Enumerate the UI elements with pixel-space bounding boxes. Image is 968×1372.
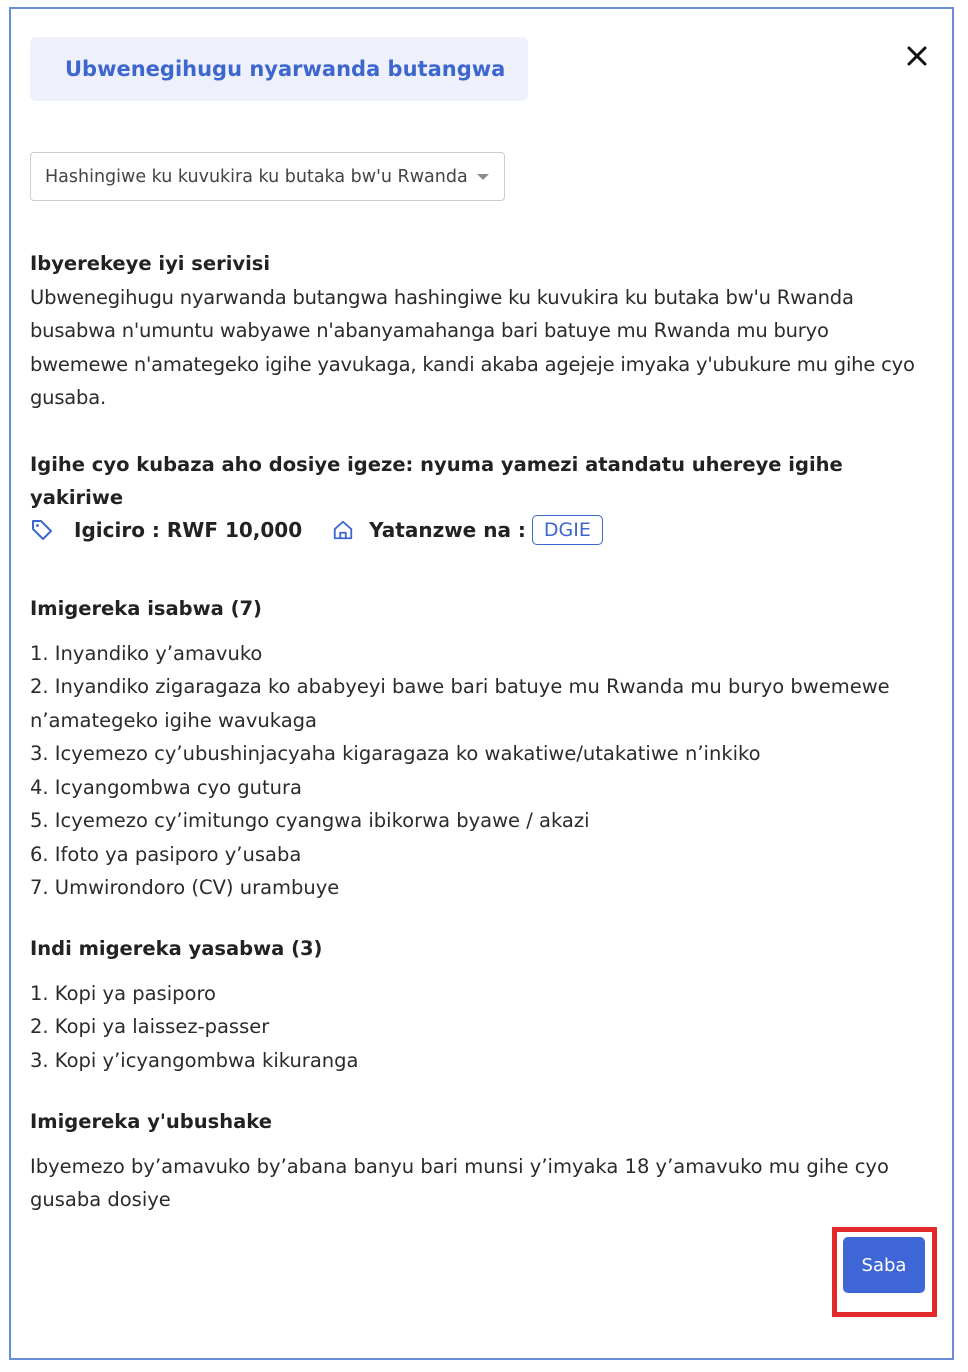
optional-docs-heading: Imigereka y'ubushake	[30, 1110, 272, 1133]
required-docs-list	[30, 637, 930, 905]
processing-time: Igihe cyo kubaza aho dosiye igeze: nyuma yamezi atandatu uhereye igihe yakiriwe	[30, 452, 843, 509]
service-type-select[interactable]	[30, 152, 505, 201]
chevron-down-icon	[477, 174, 489, 180]
list-item: 2. Kopi ya laissez-passer	[30, 1015, 270, 1038]
list-item: 5. Icyemezo cy’imitungo cyangwa ibikorwa byawe / akazi	[30, 809, 590, 832]
provider-badge: DGIE	[532, 515, 603, 545]
service-type-select-value: Hashingiwe ku kuvukira ku butaka bw'u Rwanda	[45, 166, 468, 187]
submit-button[interactable]: Saba	[843, 1237, 925, 1293]
optional-docs-section	[30, 1105, 930, 1217]
about-heading: Ibyerekeye iyi serivisi	[30, 252, 271, 275]
list-item: 4. Icyangombwa cyo gutura	[30, 775, 303, 799]
tag-icon	[30, 518, 54, 542]
close-button[interactable]	[902, 41, 932, 71]
close-icon	[902, 41, 932, 71]
other-docs-list	[30, 977, 930, 1078]
service-modal	[9, 7, 954, 1360]
list-item: 2. Inyandiko zigaragaza ko ababyeyi bawe bari batuye mu Rwanda mu buryo bwemewe n’amategeko igihe wavukaga	[30, 675, 890, 732]
about-text: Ubwenegihugu nyarwanda butangwa hashingiwe ku kuvukira ku butaka bw'u Rwanda busabwa n'umuntu wabyawe n'abanyamahanga bari batuye mu Rwanda mu buryo bwemewe n'amategeko igihe yavukaga, kandi akaba agejeje imyaka y'ubukure mu gihe cyo gusaba.	[30, 285, 915, 409]
list-item: 7. Umwirondoro (CV) urambuye	[30, 876, 340, 899]
list-item: 6. Ifoto ya pasiporo y’usaba	[30, 842, 302, 866]
required-docs-section	[30, 592, 930, 905]
other-docs-section	[30, 932, 930, 1077]
list-item: 3. Icyemezo cy’ubushinjacyaha kigaragaza ko wakatiwe/utakatiwe n’inkiko	[30, 742, 761, 765]
price-label: Igiciro : RWF 10,000	[74, 518, 303, 542]
list-item: 1. Kopi ya pasiporo	[30, 981, 216, 1005]
home-icon	[332, 519, 354, 541]
service-title: Ubwenegihugu nyarwanda butangwa	[30, 37, 528, 101]
provider-label: Yatanzwe na :	[369, 518, 526, 542]
list-item: 3. Kopi y’icyangombwa kikuranga	[30, 1048, 359, 1072]
required-docs-heading: Imigereka isabwa (7)	[30, 597, 262, 620]
service-description	[30, 247, 930, 515]
service-meta	[30, 513, 603, 547]
other-docs-heading: Indi migereka yasabwa (3)	[30, 937, 323, 960]
list-item: 1. Inyandiko y’amavuko	[30, 641, 263, 665]
optional-docs-text: Ibyemezo by’amavuko by’abana banyu bari munsi y’imyaka 18 y’amavuko mu gihe cyo gusaba dosiye	[30, 1154, 889, 1211]
